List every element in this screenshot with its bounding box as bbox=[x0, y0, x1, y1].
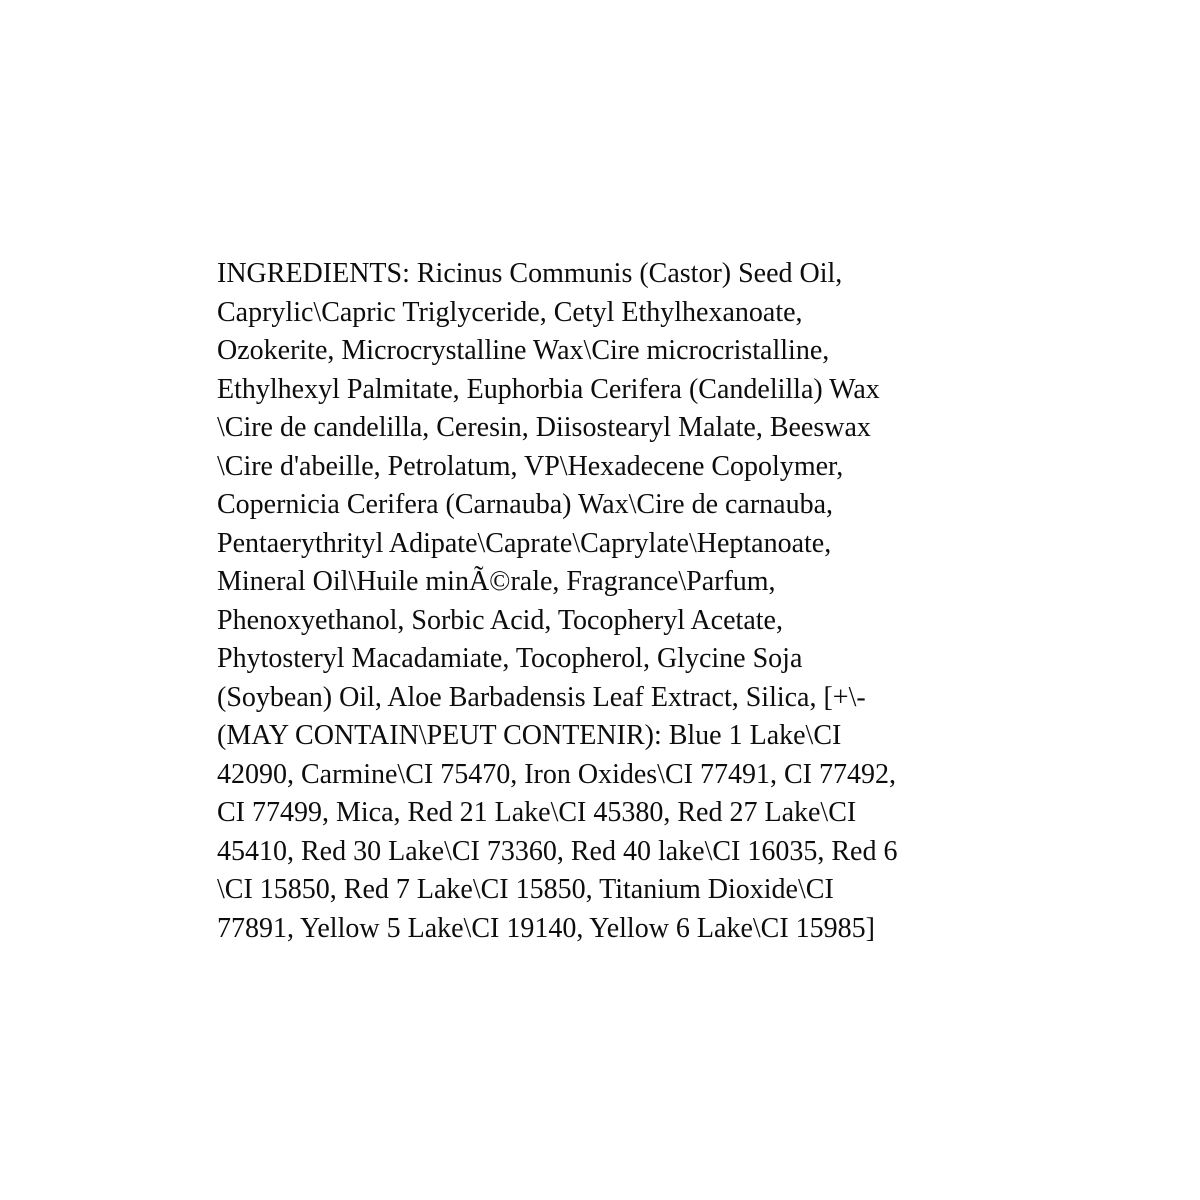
ingredients-text-block bbox=[217, 255, 1177, 948]
ingredients-line: Mineral Oil\Huile minÃ©rale, Fragrance\Parfum, bbox=[217, 566, 776, 597]
ingredients-line: \Cire de candelilla, Ceresin, Diisostearyl Malate, Beeswax bbox=[217, 412, 871, 443]
ingredients-line: \Cire d'abeille, Petrolatum, VP\Hexadecene Copolymer, bbox=[217, 450, 844, 482]
ingredients-line: CI 77499, Mica, Red 21 Lake\CI 45380, Red 27 Lake\CI bbox=[217, 797, 857, 828]
ingredients-line: Phytosteryl Macadamiate, Tocopherol, Glycine Soja bbox=[217, 643, 803, 674]
ingredients-line: Caprylic\Capric Triglyceride, Cetyl Ethylhexanoate, bbox=[217, 296, 803, 328]
ingredients-line: Ozokerite, Microcrystalline Wax\Cire microcristalline, bbox=[217, 335, 830, 366]
ingredients-line: (Soybean) Oil, Aloe Barbadensis Leaf Extract, Silica, [+\- bbox=[217, 681, 866, 713]
ingredients-line: Phenoxyethanol, Sorbic Acid, Tocopheryl Acetate, bbox=[217, 604, 783, 636]
ingredients-line: Pentaerythrityl Adipate\Caprate\Caprylate\Heptanoate, bbox=[217, 527, 832, 559]
ingredients-line: 42090, Carmine\CI 75470, Iron Oxides\CI 77491, CI 77492, bbox=[217, 758, 896, 790]
ingredients-line: (MAY CONTAIN\PEUT CONTENIR): Blue 1 Lake\CI bbox=[217, 720, 842, 751]
ingredients-line: Copernicia Cerifera (Carnauba) Wax\Cire de carnauba, bbox=[217, 489, 834, 520]
ingredients-line: 77891, Yellow 5 Lake\CI 19140, Yellow 6 Lake\CI 15985] bbox=[217, 912, 875, 944]
ingredients-line: 45410, Red 30 Lake\CI 73360, Red 40 lake\CI 16035, Red 6 bbox=[217, 835, 898, 867]
ingredients-line: \CI 15850, Red 7 Lake\CI 15850, Titanium Dioxide\CI bbox=[217, 874, 834, 905]
ingredients-line: Ethylhexyl Palmitate, Euphorbia Cerifera (Candelilla) Wax bbox=[217, 373, 880, 405]
ingredients-line: INGREDIENTS: Ricinus Communis (Castor) Seed Oil, bbox=[217, 258, 843, 289]
